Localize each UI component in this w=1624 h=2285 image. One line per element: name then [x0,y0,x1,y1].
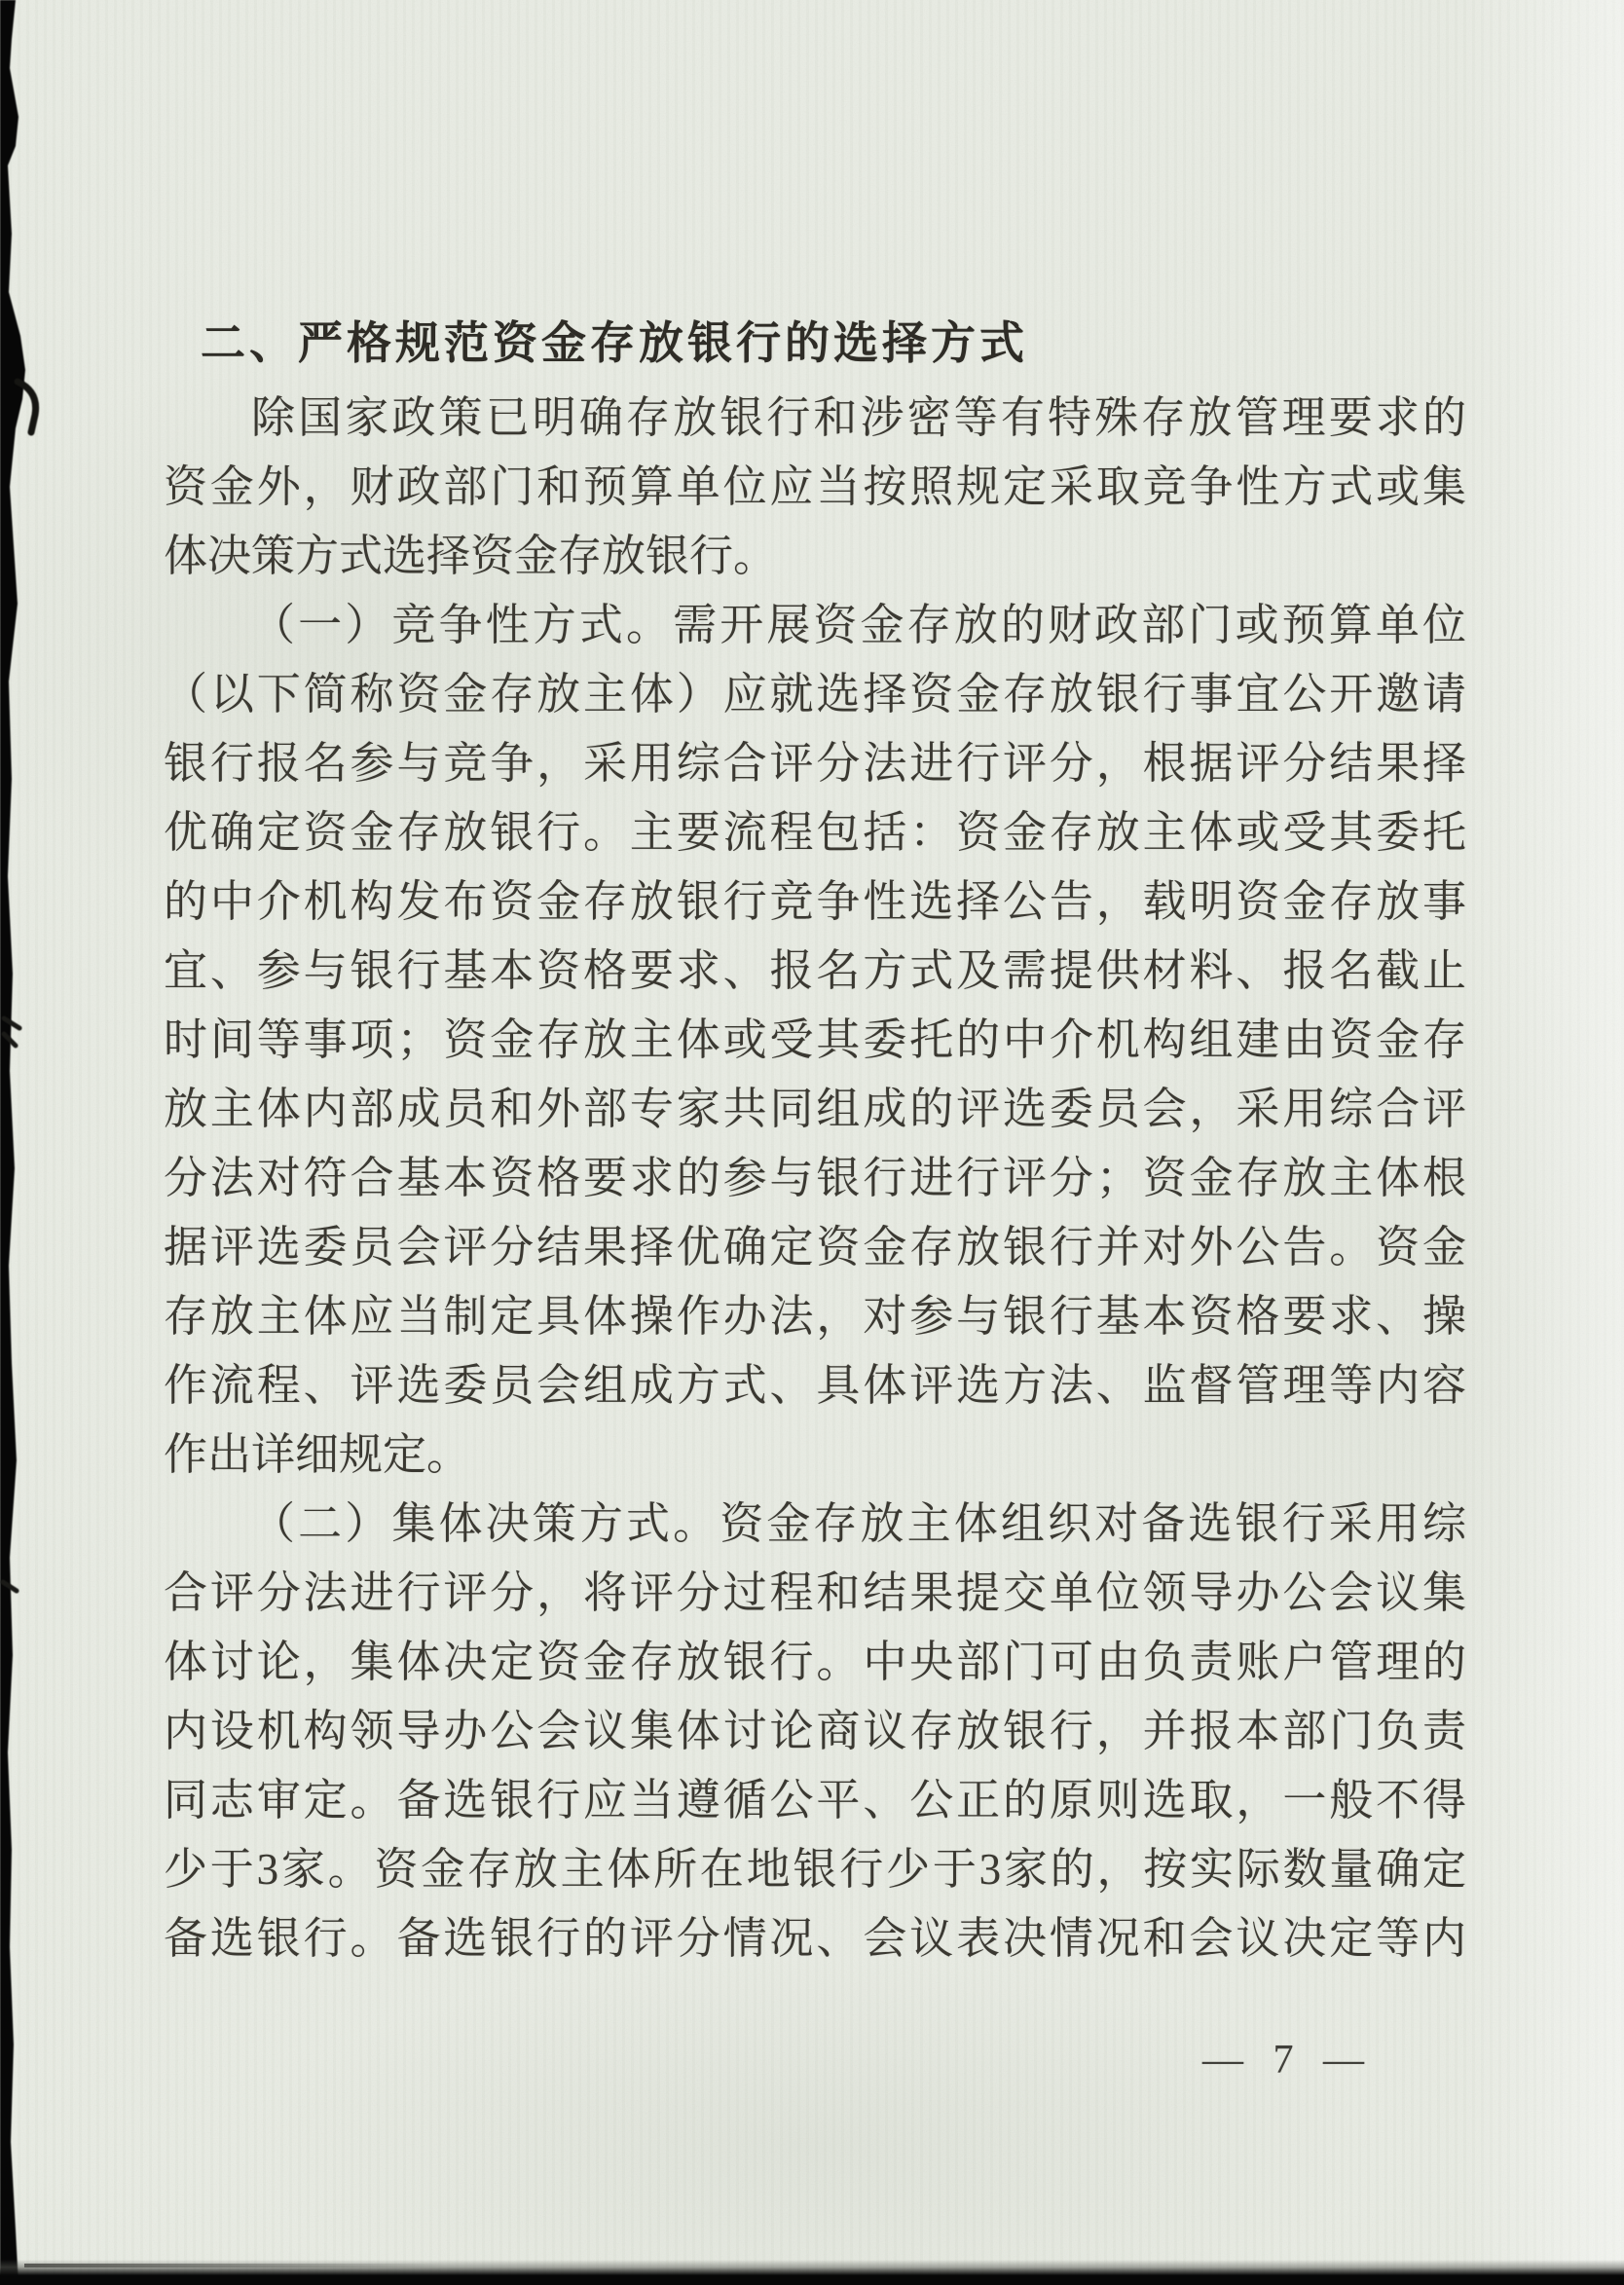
text-line: 放主体内部成员和外部专家共同组成的评选委员会，采用综合评 [164,1085,1466,1133]
text-line: （一）竞争性方式。需开展资金存放的财政部门或预算单位 [251,601,1466,649]
text-line: 据评选委员会评分结果择优确定资金存放银行并对外公告。资金 [164,1223,1466,1271]
text-line: 存放主体应当制定具体操作办法，对参与银行基本资格要求、操 [164,1292,1466,1341]
section-heading: 二、严格规范资金存放银行的选择方式 [201,317,1028,368]
scan-mark-tick [0,1577,25,1606]
text-line: 宜、参与银行基本资格要求、报名方式及需提供材料、报名截止 [164,946,1466,995]
text-line: 作流程、评选委员会组成方式、具体评选方法、监督管理等内容 [164,1361,1466,1410]
text-line: 作出详细规定。 [164,1430,471,1479]
scan-edge-left [0,0,39,2285]
text-line: 备选银行。备选银行的评分情况、会议表决情况和会议决定等内 [164,1914,1466,1963]
scan-mark-tick [0,1013,29,1051]
text-line: 时间等事项；资金存放主体或受其委托的中介机构组建由资金存 [164,1015,1466,1064]
document-text-block [164,308,1466,1973]
page-number: — 7 — [1202,2038,1374,2082]
text-line: 的中介机构发布资金存放银行竞争性选择公告，载明资金存放事 [164,877,1466,926]
text-line: 体决策方式选择资金存放银行。 [164,532,778,580]
text-line: （二）集体决策方式。资金存放主体组织对备选银行采用综 [251,1499,1466,1548]
text-line: 内设机构领导办公会议集体讨论商议存放银行，并报本部门负责 [164,1707,1466,1755]
text-line: 除国家政策已明确存放银行和涉密等有特殊存放管理要求的 [251,393,1466,442]
paragraph [164,591,1466,1490]
text-line: 少于3家。资金存放主体所在地银行少于3家的，按实际数量确定 [164,1845,1466,1894]
scan-mark-hook [8,378,53,436]
text-line: 银行报名参与竞争，采用综合评分法进行评分，根据评分结果择 [164,739,1466,788]
text-line: 资金外，财政部门和预算单位应当按照规定采取竞争性方式或集 [164,462,1466,511]
text-line: 优确定资金存放银行。主要流程包括：资金存放主体或受其委托 [164,808,1466,857]
text-line: （以下简称资金存放主体）应就选择资金存放银行事宜公开邀请 [164,670,1466,719]
paragraph [164,1490,1466,1973]
text-line: 同志审定。备选银行应当遵循公平、公正的原则选取，一般不得 [164,1776,1466,1824]
text-line: 体讨论，集体决定资金存放银行。中央部门可由负责账户管理的 [164,1638,1466,1686]
text-line: 合评分法进行评分，将评分过程和结果提交单位领导办公会议集 [164,1568,1466,1617]
text-line: 分法对符合基本资格要求的参与银行进行评分；资金存放主体根 [164,1154,1466,1202]
paragraph [164,384,1466,591]
scan-edge-bottom [0,2260,1624,2285]
